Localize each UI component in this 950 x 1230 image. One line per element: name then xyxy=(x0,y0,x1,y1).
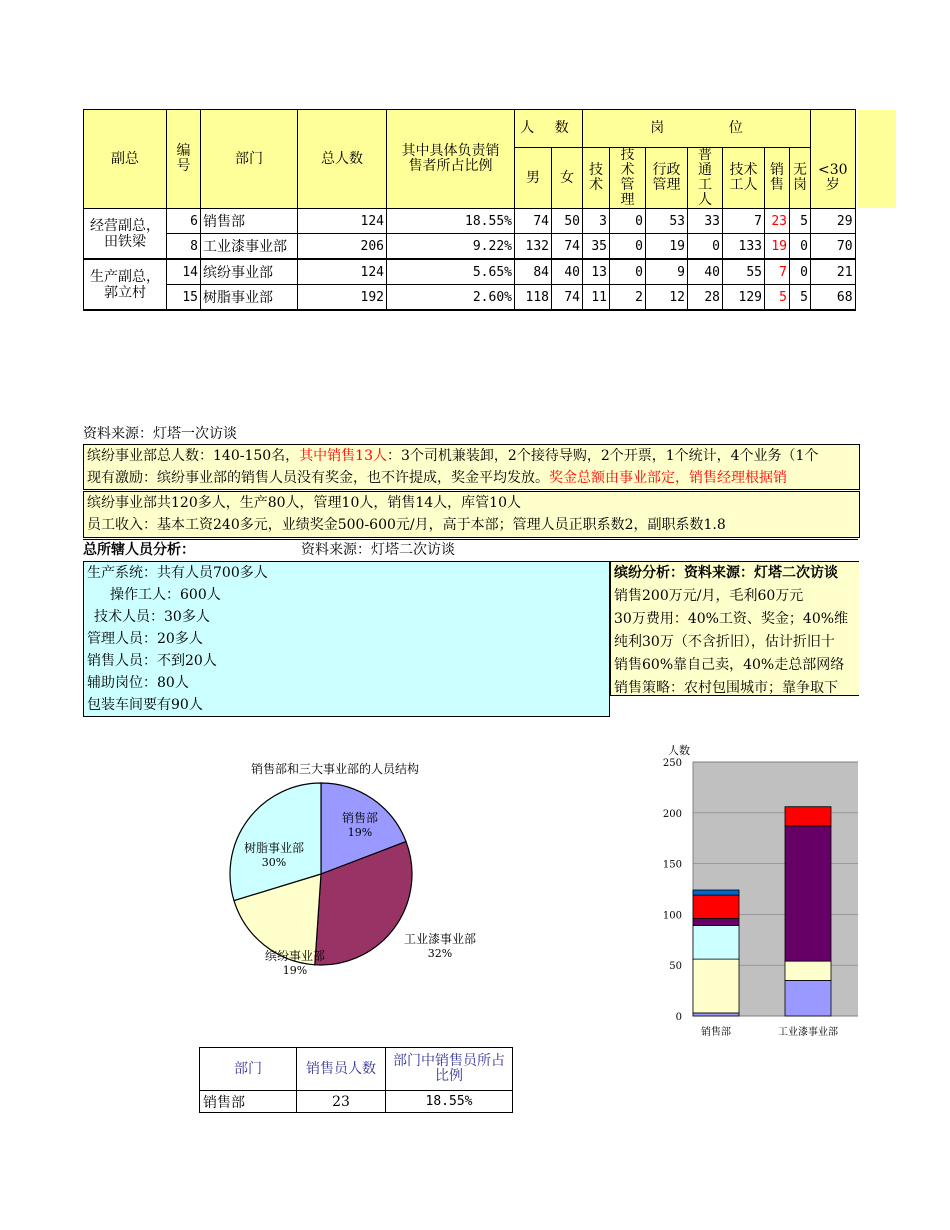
note-text: 缤纷事业部总人数：140-150名， xyxy=(87,448,300,464)
cell-dept: 工业漆事业部 xyxy=(201,234,298,260)
header-tech: 技术 xyxy=(583,148,610,209)
staff-line: 技术人员：30多人 xyxy=(94,609,210,625)
header-male: 男 xyxy=(515,148,552,209)
staff-line: 销售人员：不到20人 xyxy=(87,653,217,669)
cell-tech-mgmt: 0 xyxy=(610,209,646,234)
header-id: 编号 xyxy=(167,110,201,209)
staff-line: 辅助岗位：80人 xyxy=(87,675,189,691)
header-vp: 副总 xyxy=(84,110,167,209)
cell-sales: 19 xyxy=(765,234,790,260)
header-positions: 岗 位 xyxy=(583,110,811,148)
bar-chart xyxy=(640,740,858,1040)
cell-female: 74 xyxy=(552,285,583,311)
table-row xyxy=(200,1091,513,1113)
bar-segment-技术 xyxy=(785,980,831,1016)
ytick-label: 0 xyxy=(675,1012,682,1023)
vp-operations: 经营副总，田铁梁 xyxy=(84,209,167,260)
cell-tech: 3 xyxy=(583,209,610,234)
cell-none: 0 xyxy=(790,234,811,260)
cell-female: 74 xyxy=(552,234,583,260)
cell-id: 14 xyxy=(167,259,201,285)
note-incentive xyxy=(84,467,859,489)
table-row xyxy=(84,209,856,234)
cell-male: 84 xyxy=(515,259,552,285)
notes-box-1 xyxy=(83,444,860,490)
note-income: 员工收入：基本工资240多元，业绩奖金500-600元/月，高于本部；管理人员正职系数2，副职系数1.8 xyxy=(87,517,726,533)
cell-female: 50 xyxy=(552,209,583,234)
header-people: 人 数 xyxy=(515,110,583,148)
header-sales-ratio: 其中具体负责销售者所占比例 xyxy=(387,110,515,209)
cell-dept: 缤纷事业部 xyxy=(201,259,298,285)
header-total: 总人数 xyxy=(298,110,387,209)
cell-worker: 40 xyxy=(688,259,723,285)
header-admin-mgmt: 行政管理 xyxy=(646,148,688,209)
cell-none: 5 xyxy=(790,285,811,311)
pie-title: 销售部和三大事业部的人员结构 xyxy=(250,762,420,776)
small-cell-count: 23 xyxy=(297,1091,386,1113)
note-text: 现有激励：缤纷事业部的销售人员没有奖金，也不许提成，奖金平均发放。 xyxy=(87,470,549,486)
cell-id: 15 xyxy=(167,285,201,311)
pie-label: 缤纷事业部 xyxy=(264,949,326,963)
binfen-line: 销售200万元/月，毛利60万元 xyxy=(614,588,804,604)
pie-chart xyxy=(200,750,530,990)
cell-sales: 23 xyxy=(765,209,790,234)
cell-tech-mgmt: 2 xyxy=(610,285,646,311)
vp-production: 生产副总，郭立村 xyxy=(84,259,167,310)
staff-line: 管理人员：20多人 xyxy=(87,631,203,647)
note-binfen-headcount xyxy=(84,445,859,467)
bar-segment-技术 xyxy=(693,1013,739,1016)
cell-total: 206 xyxy=(298,234,387,260)
small-cell-dept: 销售部 xyxy=(200,1091,297,1113)
pie-label: 销售部 xyxy=(341,811,379,825)
cell-admin: 53 xyxy=(646,209,688,234)
header-sales: 销售 xyxy=(765,148,790,209)
cell-id: 8 xyxy=(167,234,201,260)
cell-none: 5 xyxy=(790,209,811,234)
cell-worker: 28 xyxy=(688,285,723,311)
staff-line: 包装车间要有90人 xyxy=(87,697,203,713)
table-row xyxy=(84,259,856,285)
cell-dept: 树脂事业部 xyxy=(201,285,298,311)
analysis-title: 总所辖人员分析： xyxy=(83,542,195,558)
note-highlight: 其中销售13人 xyxy=(299,448,388,464)
cell-tech: 35 xyxy=(583,234,610,260)
binfen-analysis-box xyxy=(610,561,859,696)
cell-tech: 13 xyxy=(583,259,610,285)
bar-ylabel: 人数 xyxy=(668,744,690,757)
note-highlight: 奖金总额由事业部定，销售经理根据销 xyxy=(549,470,787,486)
cell-sales: 5 xyxy=(765,285,790,311)
cell-admin: 19 xyxy=(646,234,688,260)
cell-ratio: 2.60% xyxy=(387,285,515,311)
small-header-ratio: 部门中销售员所占比例 xyxy=(386,1048,513,1091)
table-row xyxy=(84,234,856,260)
source-second-interview: 资料来源：灯塔二次访谈 xyxy=(301,542,455,558)
sales-staff-table xyxy=(199,1047,513,1113)
bar-categories xyxy=(701,1025,838,1038)
staff-line: 操作工人：600人 xyxy=(110,587,221,603)
staff-analysis-box xyxy=(83,561,610,717)
pie-slices xyxy=(230,783,412,965)
small-cell-ratio: 18.55% xyxy=(386,1091,513,1113)
cell-age: 21 xyxy=(811,259,856,285)
header-extension xyxy=(858,110,896,208)
cell-tech-worker: 7 xyxy=(723,209,765,234)
bar-segment-普通工人 xyxy=(693,926,739,960)
bar-segment-销售 xyxy=(785,807,831,826)
cell-sales: 7 xyxy=(765,259,790,285)
cell-ratio: 9.22% xyxy=(387,234,515,260)
pie-percent: 30% xyxy=(261,856,287,869)
small-header-dept: 部门 xyxy=(200,1048,297,1091)
table-row xyxy=(84,285,856,311)
cell-total: 124 xyxy=(298,209,387,234)
header-worker: 普通工人 xyxy=(688,148,723,209)
ytick-label: 150 xyxy=(662,859,682,871)
note-binfen-staff: 缤纷事业部共120多人，生产80人，管理10人，销售14人，库管10人 xyxy=(87,495,521,511)
cell-id: 6 xyxy=(167,209,201,234)
header-dept: 部门 xyxy=(201,110,298,209)
cell-worker: 0 xyxy=(688,234,723,260)
category-label: 工业漆事业部 xyxy=(778,1027,838,1038)
staff-line: 生产系统：共有人员700多人 xyxy=(87,565,268,581)
pie-percent: 19% xyxy=(347,826,373,839)
main-table-clip xyxy=(0,0,858,330)
header-blank xyxy=(811,110,856,148)
pie-percent: 32% xyxy=(427,947,453,960)
bar-segment-无岗 xyxy=(693,890,739,895)
ytick-label: 250 xyxy=(662,758,682,769)
cell-male: 118 xyxy=(515,285,552,311)
ytick-label: 200 xyxy=(662,808,682,820)
bar-segment-销售 xyxy=(693,895,739,918)
bar-yticks xyxy=(663,758,682,1023)
header-tech-mgmt: 技术管理 xyxy=(610,148,646,209)
header-age: <30岁 xyxy=(811,148,856,209)
cell-ratio: 18.55% xyxy=(387,209,515,234)
ytick-label: 100 xyxy=(662,910,682,922)
bar-segment-行政管理 xyxy=(785,961,831,980)
binfen-line: 销售策略：农村包围城市；靠争取下 xyxy=(614,680,838,696)
cell-age: 70 xyxy=(811,234,856,260)
cell-total: 124 xyxy=(298,259,387,285)
cell-dept: 销售部 xyxy=(201,209,298,234)
source-first-interview: 资料来源：灯塔一次访谈 xyxy=(83,426,237,442)
analysis-header-row xyxy=(83,539,858,561)
small-header-count: 销售员人数 xyxy=(297,1048,386,1091)
cell-tech-worker: 55 xyxy=(723,259,765,285)
binfen-line: 30万费用：40%工资、奖金；40%维 xyxy=(614,611,849,627)
cell-male: 132 xyxy=(515,234,552,260)
binfen-title: 缤纷分析：资料来源：灯塔二次访谈 xyxy=(614,565,838,581)
category-label: 销售部 xyxy=(701,1027,731,1038)
binfen-line: 销售60%靠自己卖，40%走总部网络 xyxy=(614,657,845,673)
header-none: 无岗 xyxy=(790,148,811,209)
header-female: 女 xyxy=(552,148,583,209)
cell-age: 68 xyxy=(811,285,856,311)
cell-admin: 9 xyxy=(646,259,688,285)
staff-structure-table xyxy=(83,109,856,311)
notes-box-2 xyxy=(83,491,860,538)
cell-total: 192 xyxy=(298,285,387,311)
pie-percent: 19% xyxy=(282,964,308,977)
note-text: ：3个司机兼装卸，2个接待导购，2个开票，1个统计，4个业务（1个 xyxy=(387,448,819,464)
cell-tech-mgmt: 0 xyxy=(610,259,646,285)
cell-female: 40 xyxy=(552,259,583,285)
cell-none: 0 xyxy=(790,259,811,285)
cell-tech-worker: 133 xyxy=(723,234,765,260)
cell-tech-worker: 129 xyxy=(723,285,765,311)
cell-admin: 12 xyxy=(646,285,688,311)
header-tech-worker: 技术工人 xyxy=(723,148,765,209)
bar-segment-技术工人 xyxy=(785,826,831,961)
binfen-line: 纯利30万（不含折旧），估计折旧十 xyxy=(614,634,835,650)
bar-segment-技术工人 xyxy=(693,918,739,925)
cell-male: 74 xyxy=(515,209,552,234)
cell-ratio: 5.65% xyxy=(387,259,515,285)
cell-age: 29 xyxy=(811,209,856,234)
ytick-label: 50 xyxy=(669,961,682,973)
cell-tech: 11 xyxy=(583,285,610,311)
pie-label: 树脂事业部 xyxy=(243,841,305,855)
bar-segment-行政管理 xyxy=(693,959,739,1013)
cell-worker: 33 xyxy=(688,209,723,234)
cell-tech-mgmt: 0 xyxy=(610,234,646,260)
pie-label: 工业漆事业部 xyxy=(403,932,477,946)
